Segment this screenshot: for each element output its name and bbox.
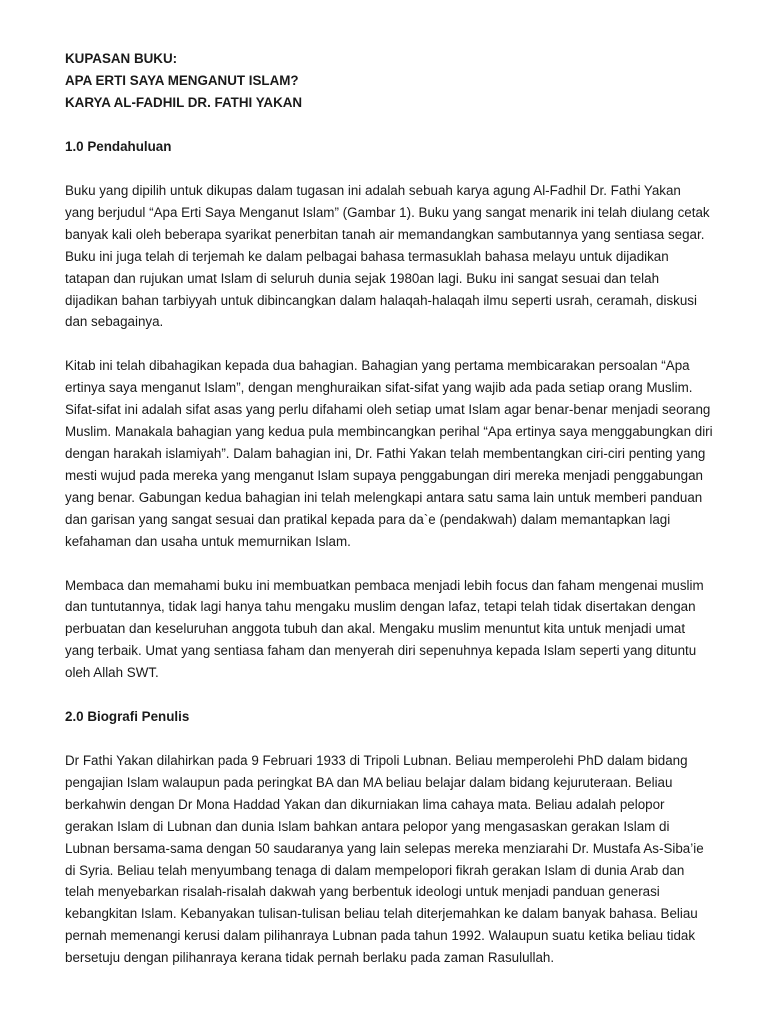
document-page [65,48,713,969]
spacer [65,333,713,355]
spacer [65,728,713,750]
title-line-1: KUPASAN BUKU: [65,51,178,66]
spacer [65,553,713,575]
section-heading: 2.0 Biografi Penulis [65,709,190,725]
title-line-2: APA ERTI SAYA MENGANUT ISLAM? [65,73,299,88]
spacer [65,114,713,136]
section-biografi [65,706,713,969]
section-heading: 1.0 Pendahuluan [65,139,172,154]
paragraph: Dr Fathi Yakan dilahirkan pada 9 Februari 1933 di Tripoli Lubnan. Beliau memperolehi PhD dalam bidang pengajian Islam walaupun pada peringkat BA dan MA beliau belajar dalam bidang kejuruteraan. Beliau berkahwin dengan Dr Mona Haddad Yakan dan dikurniakan lima cahaya mata. Beliau adalah pelopor gerakan Islam di Lubnan dan dunia Islam bahkan antara pelopor yang mengasaskan gerakan Islam di Lubnan bersama-sama dengan 50 saudaranya yang lain selepas mereka menziarahi Dr. Mustafa As-Siba’ie di Syria. Beliau telah menyumbang tenaga di dalam mempelopori fikrah gerakan Islam di dunia Arab dan telah menyebarkan risalah-risalah dakwah yang berbentuk ideologi untuk menjadi panduan generasi kebangkitan Islam. Kebanyakan tulisan-tulisan beliau telah diterjemahkan ke dalam banyak bahasa. Beliau pernah memenangi kerusi dalam pilihanraya Lubnan pada tahun 1992. Walaupun suatu ketika beliau tidak bersetuju dengan pilihanraya kerana tidak pernah berlaku pada zaman Rasulullah. [65,753,704,966]
title-line-3: KARYA AL-FADHIL DR. FATHI YAKAN [65,95,303,110]
paragraph: Buku yang dipilih untuk dikupas dalam tugasan ini adalah sebuah karya agung Al-Fadhil Dr. Fathi Yakan yang berjudul “Apa Erti Saya Menganut Islam” (Gambar 1). Buku yang sangat menarik ini telah diulang cetak banyak kali oleh beberapa syarikat penerbitan tanah air memandangkan sambutannya yang sentiasa segar. Buku ini juga telah di terjemah ke dalam pelbagai bahasa termasuklah bahasa melayu untuk dijadikan tatapan dan rujukan umat Islam di seluruh dunia sejak 1980an lagi. Buku ini sangat sesuai dan telah dijadikan bahan tarbiyyah untuk dibincangkan dalam halaqah-halaqah ilmu seperti usrah, ceramah, diskusi dan sebagainya. [65,183,710,330]
section-pendahuluan [65,136,713,684]
spacer [65,684,713,706]
paragraph: Membaca dan memahami buku ini membuatkan pembaca menjadi lebih focus dan faham mengenai muslim dan tuntutannya, tidak lagi hanya tahu mengaku muslim dengan lafaz, tetapi telah tidak disertakan dengan perbuatan dan keseluruhan anggota tubuh dan akal. Mengaku muslim menuntut kita untuk menjadi umat yang terbaik. Umat yang sentiasa faham dan menyerah diri sepenuhnya kepada Islam seperti yang dituntu oleh Allah SWT. [65,577,704,681]
spacer [65,158,713,180]
paragraph: Kitab ini telah dibahagikan kepada dua bahagian. Bahagian yang pertama membicarakan persoalan “Apa ertinya saya menganut Islam”, dengan menghuraikan sifat-sifat yang wajib ada pada setiap orang Muslim. Sifat-sifat ini adalah sifat asas yang perlu difahami oleh setiap umat Islam agar benar-benar menjadi seorang Muslim. Manakala bahagian yang kedua pula membincangkan perihal “Apa ertinya saya menggabungkan diri dengan harakah islamiyah”. Dalam bahagian ini, Dr. Fathi Yakan telah membentangkan ciri-ciri penting yang mesti wujud pada mereka yang menganut Islam supaya penggabungan diri mereka menjadi penggabungan yang benar. Gabungan kedua bahagian ini telah melengkapi antara satu sama lain untuk memberi panduan dan garisan yang sangat sesuai dan pratikal kepada para da`e (pendakwah) dalam memantapkan lagi kefahaman dan usaha untuk memurnikan Islam. [65,358,713,549]
document-title [65,48,713,114]
